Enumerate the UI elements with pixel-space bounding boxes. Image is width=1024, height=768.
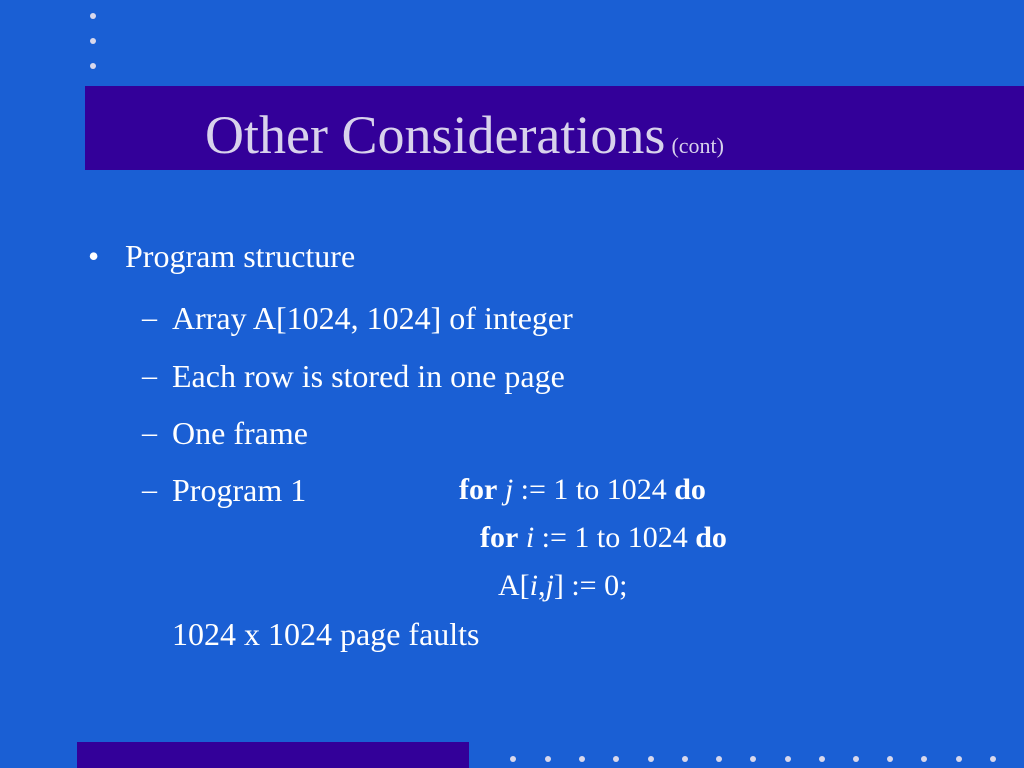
page-fault-result: 1024 x 1024 page faults — [172, 616, 480, 652]
code-prefix: A[ — [498, 569, 530, 602]
bottom-bar — [77, 742, 469, 768]
var-i: i — [525, 521, 535, 554]
title-text: Other Considerations — [205, 105, 666, 165]
sub-item-row-storage: Each row is stored in one page — [172, 358, 565, 394]
decor-dot — [956, 756, 962, 762]
sub-item-program-1: Program 1 — [172, 472, 307, 508]
decor-dot — [921, 756, 927, 762]
decor-dot — [648, 756, 654, 762]
code-line-2 — [480, 518, 727, 558]
decor-dot — [853, 756, 859, 762]
decor-dot — [819, 756, 825, 762]
dash-marker: – — [142, 301, 157, 334]
decor-dot — [545, 756, 551, 762]
code-line-1 — [459, 470, 706, 510]
code-range: := 1 to 1024 — [534, 521, 696, 554]
keyword-do: do — [674, 473, 706, 506]
code-sep: , — [538, 569, 546, 602]
decor-dot — [716, 756, 722, 762]
keyword-for: for — [480, 521, 519, 554]
decor-dot — [990, 756, 996, 762]
decor-dot — [750, 756, 756, 762]
decor-dot — [887, 756, 893, 762]
decor-dot — [579, 756, 585, 762]
code-line-3 — [498, 566, 627, 606]
code-range: := 1 to 1024 — [513, 473, 675, 506]
sub-item-array: Array A[1024, 1024] of integer — [172, 300, 573, 336]
decor-dot — [785, 756, 791, 762]
decor-dot — [682, 756, 688, 762]
bullet-program-structure: Program structure — [125, 238, 356, 274]
decor-dot — [90, 38, 96, 44]
title-suffix: (cont) — [671, 133, 724, 158]
slide-title — [205, 100, 724, 181]
bullet-marker: • — [88, 238, 100, 274]
decor-dot — [90, 13, 96, 19]
var-j: j — [504, 473, 514, 506]
dash-marker: – — [142, 473, 157, 506]
dash-marker: – — [142, 359, 157, 392]
var-i: i — [529, 569, 538, 602]
code-suffix: ] := 0; — [553, 569, 628, 602]
decor-dot — [613, 756, 619, 762]
keyword-do: do — [695, 521, 727, 554]
decor-dot — [90, 63, 96, 69]
dash-marker: – — [142, 416, 157, 449]
sub-item-one-frame: One frame — [172, 415, 308, 451]
var-j: j — [545, 569, 554, 602]
keyword-for: for — [459, 473, 498, 506]
decor-dot — [510, 756, 516, 762]
